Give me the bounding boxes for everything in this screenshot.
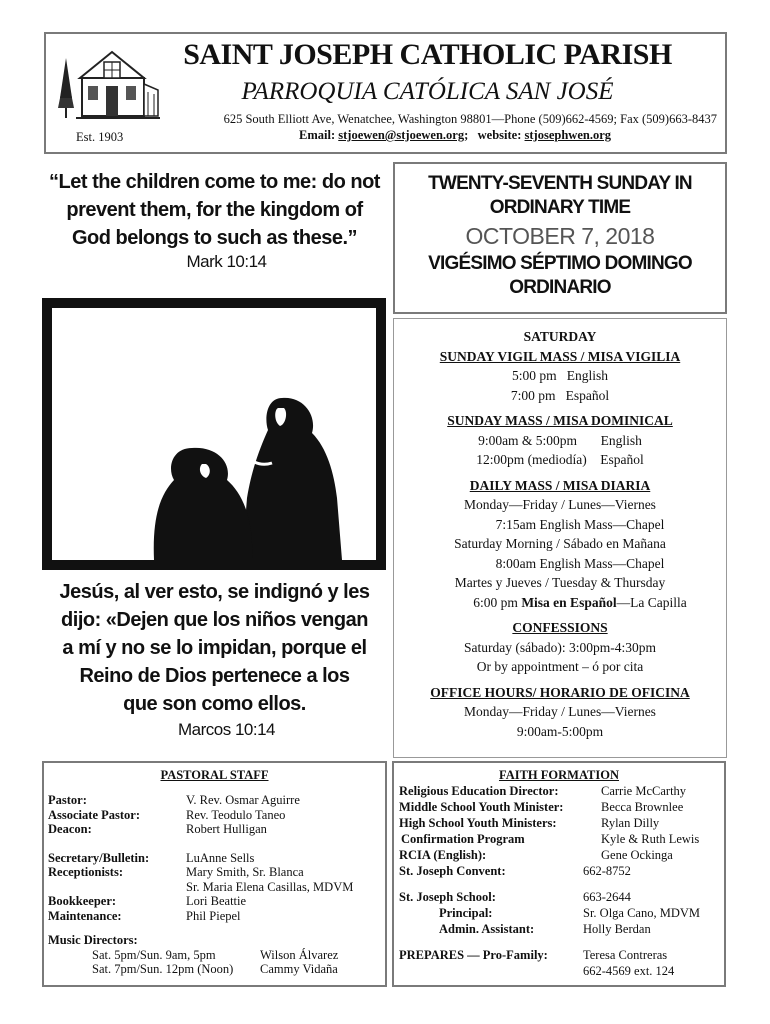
established-year: Est. 1903: [76, 130, 124, 144]
faith-formation-box: [392, 761, 726, 987]
faith-role: Principal:: [439, 906, 493, 920]
staff-heading: PASTORAL STAFF: [160, 768, 269, 782]
email-link[interactable]: stjoewen@stjoewen.org: [338, 128, 465, 142]
faith-name: Sr. Olga Cano, MDVM: [583, 906, 701, 920]
staff-name: V. Rev. Osmar Aguirre: [186, 793, 300, 807]
schedule-line: 5:00 pm English: [511, 368, 608, 383]
time-text: 6:00 pm: [473, 594, 522, 610]
illustration-icon: [42, 298, 386, 570]
faith-phone: 662-4569 ext. 124: [583, 964, 675, 978]
jesus-with-children-illustration: [42, 298, 386, 570]
faith-name: Teresa Contreras: [583, 948, 668, 962]
staff-name: Rev. Teodulo Taneo: [186, 807, 286, 822]
staff-name: Robert Hulligan: [186, 822, 267, 836]
website-link[interactable]: stjosephwen.org: [524, 128, 611, 142]
faith-list: [399, 783, 725, 979]
spanish-title-line: ORDINARIO: [509, 277, 611, 298]
faith-role: Religious Education Director:: [399, 784, 559, 798]
faith-role: RCIA (English):: [399, 848, 487, 862]
schedule-line: Saturday Morning / Sábado en Mañana: [454, 536, 666, 551]
mass-schedule: [393, 318, 727, 758]
parish-header: [44, 32, 727, 154]
staff-role: Music Directors:: [48, 933, 138, 947]
quote-line: que son como ellos.: [123, 693, 306, 715]
parish-title: SAINT JOSEPH CATHOLIC PARISH: [183, 38, 672, 71]
staff-name: Mary Smith, Sr. Blanca: [186, 865, 304, 879]
schedule-line: Saturday (sábado): 3:00pm-4:30pm: [464, 639, 656, 655]
staff-role: Maintenance:: [48, 908, 122, 923]
faith-phone: 662-8752: [583, 864, 631, 878]
faith-role: St. Joseph Convent:: [399, 864, 506, 878]
quote-line: prevent them, for the kingdom of: [66, 199, 363, 221]
quote-line: Jesús, al ver esto, se indignó y les: [59, 581, 370, 603]
staff-name: Phil Piepel: [186, 908, 241, 923]
staff-name: Lori Beattie: [186, 894, 247, 908]
quote-line: dijo: «Dejen que los niños vengan: [61, 609, 368, 631]
scripture-quote-spanish: [42, 578, 387, 740]
sunday-title-line: ORDINARY TIME: [489, 197, 631, 218]
music-time: Sat. 7pm/Sun. 12pm (Noon): [92, 962, 234, 976]
schedule-line: Martes y Jueves / Tuesday & Thursday: [454, 575, 666, 590]
faith-role: High School Youth Ministers:: [399, 816, 557, 830]
staff-role: Bookkeeper:: [48, 894, 117, 908]
schedule-line: [394, 593, 726, 613]
quote-line: God belongs to such as these.”: [71, 227, 358, 249]
faith-name: Carrie McCarthy: [601, 784, 687, 798]
liturgical-title-box: [393, 162, 727, 314]
faith-role: St. Joseph School:: [399, 890, 496, 904]
schedule-line: 7:00 pm Español: [510, 387, 610, 403]
music-time: Sat. 5pm/Sun. 9am, 5pm: [92, 947, 216, 962]
parish-subtitle: PARROQUIA CATÓLICA SAN JOSÉ: [241, 78, 614, 105]
faith-heading: FAITH FORMATION: [498, 768, 620, 782]
staff-role: Receptionists:: [48, 865, 123, 879]
staff-name: Sr. Maria Elena Casillas, MDVM: [186, 879, 354, 894]
location-text: —La Capilla: [616, 594, 687, 610]
office-hours-heading: OFFICE HOURS/ HORARIO DE OFICINA: [430, 684, 690, 700]
bulletin-date: OCTOBER 7, 2018: [465, 223, 655, 249]
daily-heading: DAILY MASS / MISA DIARIA: [469, 477, 651, 493]
staff-role: Deacon:: [48, 822, 92, 836]
sunday-heading: SUNDAY MASS / MISA DOMINICAL: [447, 413, 673, 428]
faith-role: Admin. Assistant:: [439, 922, 535, 936]
faith-name: Becca Brownlee: [601, 800, 684, 814]
schedule-line: Monday—Friday / Lunes—Viernes: [464, 497, 656, 512]
saturday-label: SATURDAY: [523, 329, 597, 344]
pastoral-staff-box: [42, 761, 387, 987]
schedule-line: 9:00am & 5:00pm English: [478, 432, 642, 448]
website-label: website:: [477, 128, 522, 142]
faith-name: Kyle & Ruth Lewis: [601, 832, 700, 846]
quote-reference: Marcos 10:14: [178, 720, 275, 739]
vigil-heading: SUNDAY VIGIL MASS / MISA VIGILIA: [439, 348, 681, 364]
mass-spanish-text: Misa en Español: [521, 594, 617, 610]
quote-line: “Let the children come to me: do not: [49, 171, 380, 193]
spanish-title-line: VIGÉSIMO SÉPTIMO DOMINGO: [428, 253, 692, 274]
staff-role: Pastor:: [48, 793, 87, 807]
quote-line: Reino de Dios pertenece a los: [79, 665, 350, 687]
staff-role: Associate Pastor:: [48, 807, 140, 822]
staff-list: [48, 793, 384, 977]
staff-name: LuAnne Sells: [186, 850, 255, 865]
parish-address: 625 South Elliott Ave, Wenatchee, Washington 98801—Phone (509)662-4569; Fax (509)663-8437: [223, 112, 717, 126]
staff-name: Cammy Vidaña: [260, 962, 338, 976]
faith-phone: 663-2644: [583, 890, 631, 904]
sunday-title-line: TWENTY-SEVENTH SUNDAY IN: [428, 173, 692, 194]
quote-line: a mí y no se lo impidan, porque el: [62, 637, 367, 659]
faith-name: Rylan Dilly: [601, 816, 660, 830]
schedule-line: Or by appointment – ó por cita: [476, 659, 644, 674]
staff-role: Secretary/Bulletin:: [48, 850, 150, 865]
schedule-line: 8:00am English Mass—Chapel: [495, 555, 665, 571]
schedule-line: 7:15am English Mass—Chapel: [495, 516, 665, 532]
schedule-line: 9:00am-5:00pm: [516, 723, 604, 739]
faith-role: Middle School Youth Minister:: [399, 800, 564, 814]
faith-name: Gene Ockinga: [601, 848, 673, 862]
scripture-quote-english: [42, 168, 387, 272]
schedule-line: 12:00pm (mediodía) Español: [476, 452, 644, 467]
confessions-heading: CONFESSIONS: [512, 620, 608, 635]
faith-name: Holly Berdan: [583, 922, 651, 936]
email-label: Email:: [299, 128, 336, 142]
contact-line: Email: stjoewen@stjoewen.org; website: stjosephwen.org: [299, 128, 611, 142]
quote-reference: Mark 10:14: [186, 252, 267, 271]
faith-role: Confirmation Program: [401, 832, 525, 846]
faith-role: PREPARES — Pro-Family:: [399, 948, 548, 962]
staff-name: Wilson Álvarez: [260, 947, 339, 962]
schedule-line: Monday—Friday / Lunes—Viernes: [464, 704, 656, 719]
